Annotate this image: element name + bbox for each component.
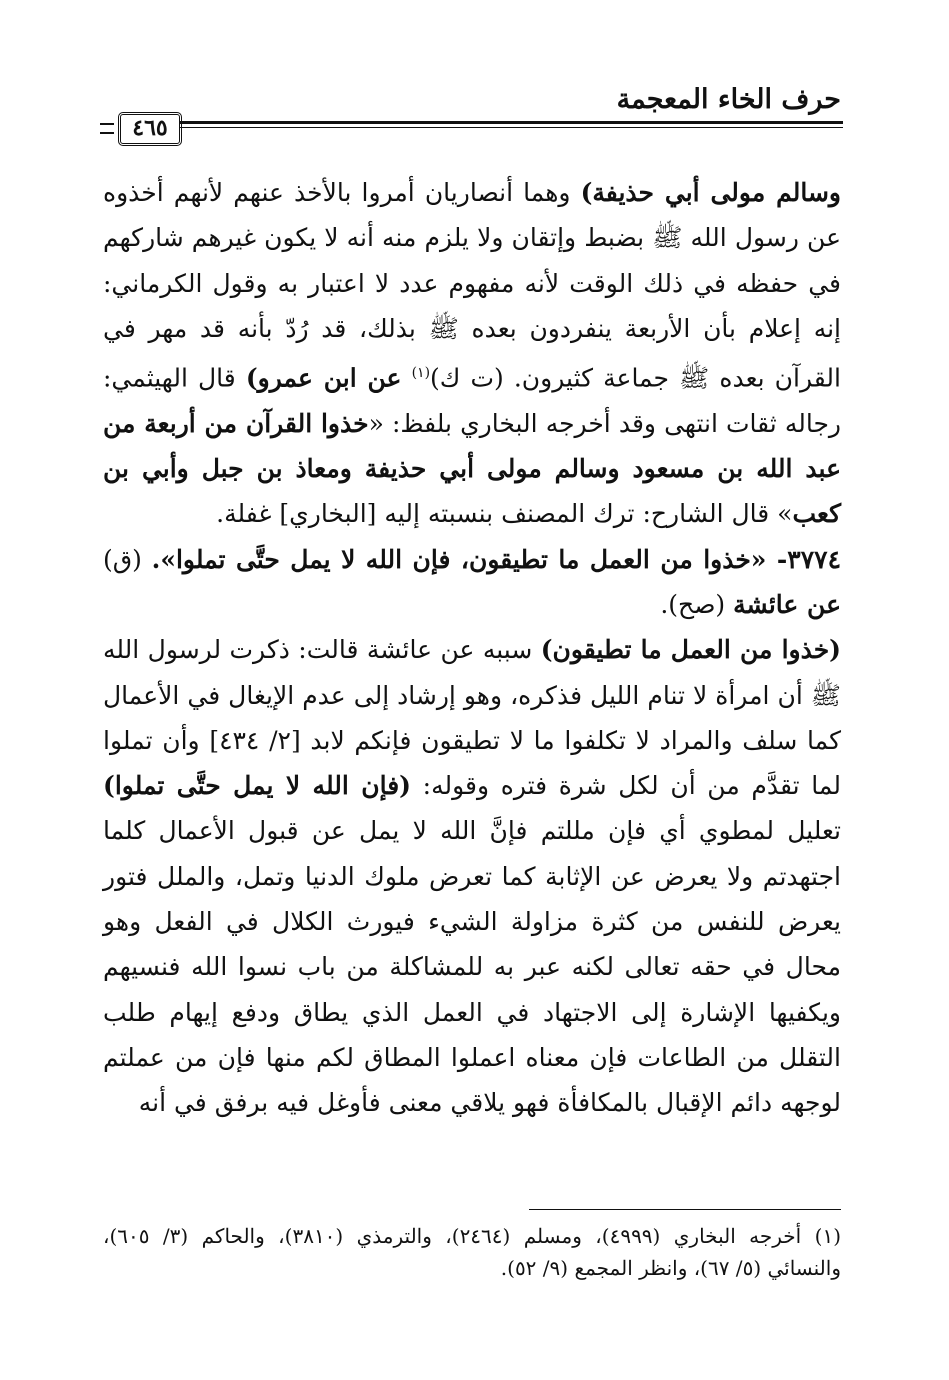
hadith-text: ٣٧٧٤- «خذوا من العمل ما تطيقون، فإن الله لا يمل حتَّى تملوا». xyxy=(151,544,841,574)
footnote-1: (١) أخرجه البخاري (٤٩٩٩)، ومسلم (٢٤٦٤)، والترمذي (٣٨١٠)، والحاكم (٣/ ٦٠٥)، والنسائي (٥/ ٦٧)، وانظر المجمع (٩/ ٥٢). xyxy=(103,1224,841,1280)
hadith-quote: خذوا القرآن من أربعة من عبد الله بن مسعود وسالم مولى أبي حذيفة ومعاذ بن جبل وأبي بن كعب xyxy=(103,408,841,529)
commentary-text: قال الهيثمي: رجاله ثقات انتهى وقد أخرجه البخاري بلفظ: « xyxy=(103,363,841,438)
spacer-text xyxy=(401,364,411,393)
narrator: عن عائشة xyxy=(733,590,841,619)
page-number: ٤٦٥ xyxy=(118,112,182,146)
commentary-text: تعليل لمطوي أي فإن مللتم فإنَّ الله لا يمل عن قبول الأعمال كلما اجتهدتم ولا يعرض عن الإثابة كما تعرض ملوك الدنيا وتمل، والملل فتور يعرض للنفس من كثرة مزاولة الشيء فيورث الكلال في الفعل وهو محال في حقه تعالى لكنه عبر به للمشاكلة من باب نسوا الله فنسيهم ويكفيها الإشارة إلى الاجتهاد في العمل الذي يطاق ودفع إيهام طلب التقلل من الطاعات فإن معناه اعملوا المطاق لكم منها فإن من عملتم لوجهه دائم الإقبال بالمكافأة فهو يلاقي معنى فأوغل فيه برفق في أنه xyxy=(103,816,841,1118)
paragraph-commentary-3774 xyxy=(103,627,841,1125)
commentary-text: سببه عن عائشة قالت: ذكرت لرسول الله ﷺ أن امرأة لا تنام الليل فذكره، وهو إرشاد إلى عدم الإيغال في الأعمال كما سلف والمراد لا تكلفوا ما لا تطيقون فإنكم لابد [٢/ ٤٣٤] وأن تملوا لما تقدَّم من أن لكل شرة فتره وقوله: xyxy=(103,635,841,801)
footnotes xyxy=(103,1220,841,1284)
footnote-marker: (١) xyxy=(411,365,431,382)
source-code: (ق) xyxy=(103,544,152,574)
commentary-text: وهما أنصاريان أمروا بالأخذ عنهم لأنهم أخذوه عن رسول الله ﷺ بضبط وإتقان ولا يلزم منه أنه لا يكون غيرهم شاركهم في حفظه في ذلك الوقت لأنه مفهوم عدد لا اعتبار به وقول الكرماني: إنه إعلام بأن الأربعة ينفردون بعده ﷺ بذلك، قد رُدّ بأنه قد مهر في القرآن بعده ﷺ جماعة كثيرون. (ت ك) xyxy=(103,178,841,393)
commentary-text: » قال الشارح: ترك المصنف بنسبته إليه [البخاري] غفلة. xyxy=(216,499,793,529)
grade-code: (صح). xyxy=(660,590,734,619)
header-rule xyxy=(180,121,843,128)
bold-phrase: (فإن الله لا يمل حتَّى تملوا) xyxy=(103,771,411,801)
bold-phrase: عن ابن عمرو) xyxy=(245,363,402,393)
paragraph-commentary-continued xyxy=(103,170,841,537)
bold-phrase: وسالم مولى أبي حذيفة) xyxy=(580,178,841,207)
bold-phrase: (خذوا من العمل ما تطيقون) xyxy=(540,635,841,665)
header-dash-ornament xyxy=(100,123,114,134)
footnote-separator xyxy=(529,1209,841,1210)
main-text xyxy=(103,170,841,1126)
hadith-entry-3774 xyxy=(103,537,841,628)
chapter-header-title: حرف الخاء المعجمة xyxy=(616,84,841,115)
